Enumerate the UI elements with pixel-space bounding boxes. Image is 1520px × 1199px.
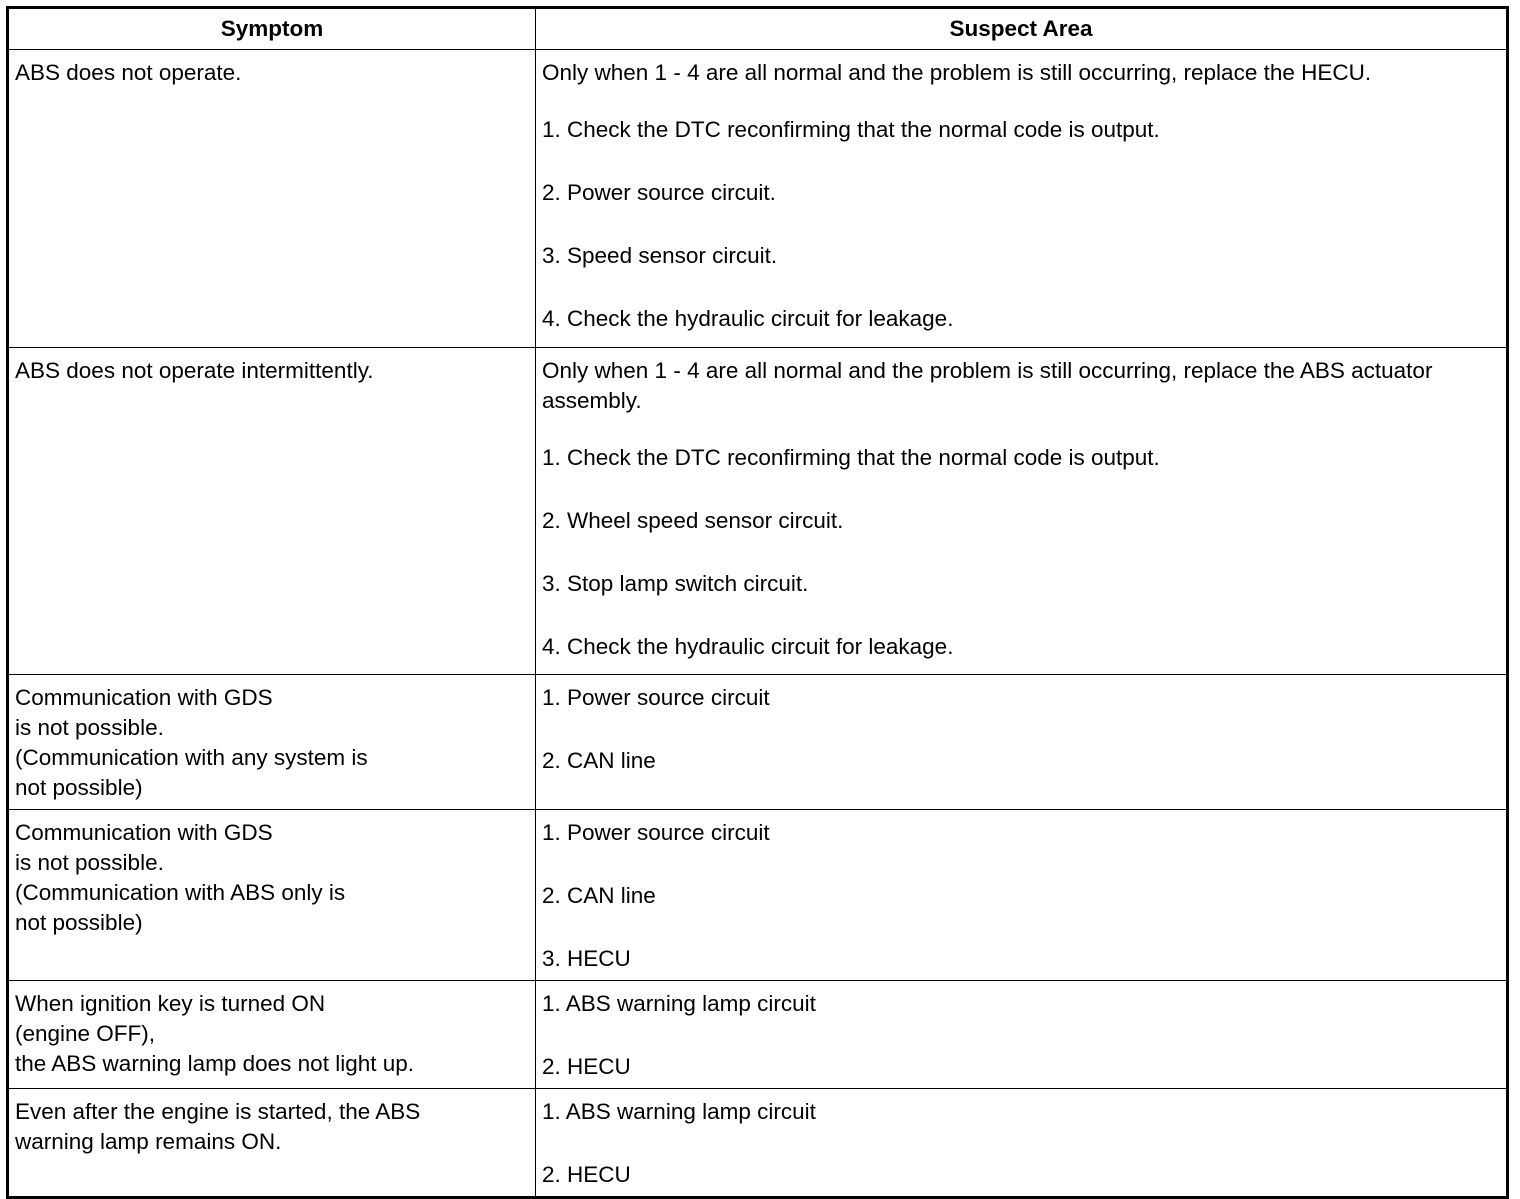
suspect-item: 1. Power source circuit	[542, 820, 770, 845]
header-row	[8, 8, 1508, 50]
symptom-text: not possible)	[15, 910, 143, 935]
symptom-cell	[8, 675, 536, 810]
suspect-item: 2. HECU	[542, 1054, 631, 1079]
symptom-text: (Communication with ABS only is	[15, 880, 346, 905]
suspect-item: 2. Power source circuit.	[542, 180, 776, 205]
symptom-text: (engine OFF),	[15, 1021, 156, 1046]
header-symptom: Symptom	[8, 8, 536, 50]
suspect-item: 1. Check the DTC reconfirming that the normal code is output.	[542, 117, 1160, 142]
symptom-text: Even after the engine is started, the ABS	[15, 1099, 421, 1124]
suspect-note: Only when 1 - 4 are all normal and the problem is still occurring, replace the HECU.	[542, 60, 1372, 85]
symptom-cell	[8, 348, 536, 675]
table-body	[8, 50, 1508, 1198]
suspect-item: 1. Check the DTC reconfirming that the normal code is output.	[542, 445, 1160, 470]
table-row	[8, 1089, 1508, 1198]
table-row	[8, 50, 1508, 348]
suspect-item: 3. Speed sensor circuit.	[542, 243, 778, 268]
symptom-text: ABS does not operate.	[15, 60, 242, 85]
suspect-item: 3. Stop lamp switch circuit.	[542, 571, 809, 596]
suspect-item: 2. CAN line	[542, 748, 656, 773]
suspect-note: Only when 1 - 4 are all normal and the problem is still occurring, replace the ABS actuator assembly.	[542, 358, 1433, 413]
symptom-text: ABS does not operate intermittently.	[15, 358, 374, 383]
table-row	[8, 981, 1508, 1089]
table-row	[8, 810, 1508, 981]
suspect-area-cell	[536, 675, 1508, 810]
troubleshooting-table	[6, 6, 1509, 1199]
symptom-cell	[8, 50, 536, 348]
suspect-area-cell	[536, 810, 1508, 981]
header-suspect-area: Suspect Area	[536, 8, 1508, 50]
suspect-area-cell	[536, 348, 1508, 675]
suspect-item: 2. Wheel speed sensor circuit.	[542, 508, 844, 533]
suspect-area-cell	[536, 1089, 1508, 1198]
suspect-item: 2. CAN line	[542, 883, 656, 908]
symptom-text: is not possible.	[15, 850, 164, 875]
suspect-area-cell	[536, 50, 1508, 348]
suspect-item: 3. HECU	[542, 946, 631, 971]
suspect-item: 1. ABS warning lamp circuit	[542, 991, 816, 1016]
suspect-item: 2. HECU	[542, 1162, 631, 1187]
suspect-item: 4. Check the hydraulic circuit for leakage.	[542, 306, 954, 331]
suspect-item: 1. ABS warning lamp circuit	[542, 1099, 816, 1124]
suspect-area-cell	[536, 981, 1508, 1089]
symptom-text: Communication with GDS	[15, 820, 273, 845]
suspect-item: 1. Power source circuit	[542, 685, 770, 710]
symptom-text: warning lamp remains ON.	[15, 1129, 282, 1154]
symptom-text: Communication with GDS	[15, 685, 273, 710]
symptom-cell	[8, 981, 536, 1089]
symptom-text: the ABS warning lamp does not light up.	[15, 1051, 415, 1076]
symptom-text: not possible)	[15, 775, 143, 800]
symptom-text: (Communication with any system is	[15, 745, 368, 770]
symptom-text: is not possible.	[15, 715, 164, 740]
symptom-cell	[8, 810, 536, 981]
table-row	[8, 675, 1508, 810]
symptom-text: When ignition key is turned ON	[15, 991, 326, 1016]
symptom-cell	[8, 1089, 536, 1198]
suspect-item: 4. Check the hydraulic circuit for leakage.	[542, 634, 954, 659]
table-row	[8, 348, 1508, 675]
